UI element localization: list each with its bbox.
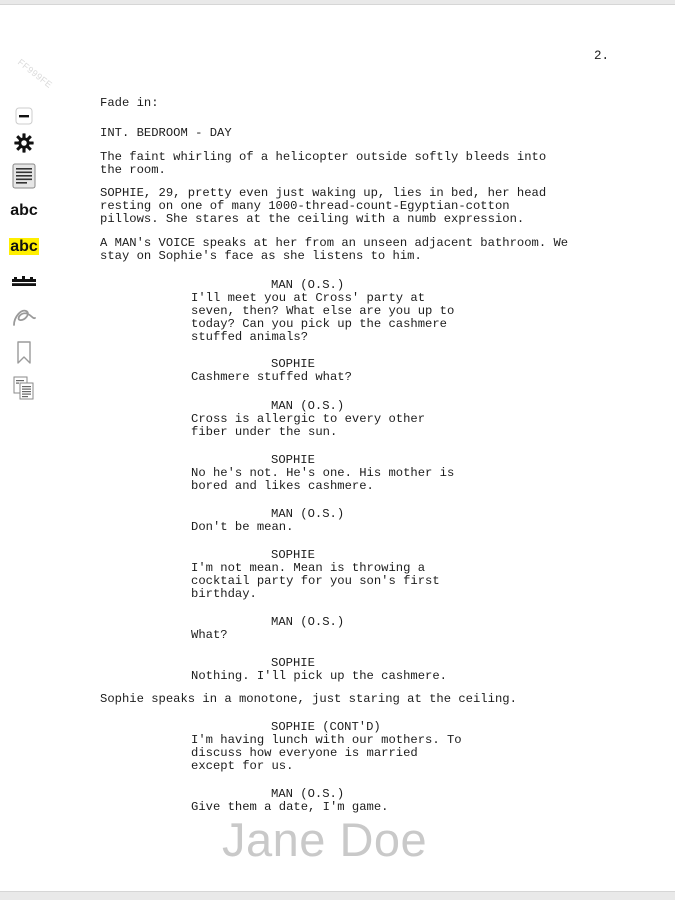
character-name: MAN (O.S.): [271, 399, 345, 413]
text-tool-button[interactable]: [7, 195, 41, 226]
gear-icon: [13, 132, 35, 154]
character-name: SOPHIE (CONT'D): [271, 720, 381, 734]
strikeout-icon: [11, 274, 37, 290]
action-line: stay on Sophie's face as she listens to him.: [100, 249, 422, 263]
dialogue-line: Nothing. I'll pick up the cashmere.: [191, 669, 447, 683]
bookmark-icon: [14, 340, 34, 366]
bookmark-button[interactable]: [7, 337, 41, 368]
action-line: SOPHIE, 29, pretty even just waking up, lies in bed, her head: [100, 186, 547, 200]
character-name: MAN (O.S.): [271, 507, 345, 521]
character-name: SOPHIE: [271, 656, 315, 670]
signature-watermark: Jane Doe: [222, 813, 428, 866]
dialogue-line: No he's not. He's one. His mother is: [191, 466, 455, 480]
character-name: MAN (O.S.): [271, 278, 345, 292]
dialogue-line: birthday.: [191, 587, 257, 601]
squiggle-pen-icon: [11, 305, 37, 329]
scene-heading: INT. BEDROOM - DAY: [100, 126, 232, 140]
dialogue-line: I'm not mean. Mean is throwing a: [191, 561, 426, 575]
character-name: SOPHIE: [271, 548, 315, 562]
dialogue-line: Give them a date, I'm game.: [191, 800, 389, 814]
character-name: SOPHIE: [271, 453, 315, 467]
action-line: resting on one of many 1000-thread-count-Egyptian-cotton: [100, 199, 510, 213]
dialogue-line: today? Can you pick up the cashmere: [191, 317, 447, 331]
dialogue-line: I'll meet you at Cross' party at: [191, 291, 426, 305]
copy-pages-button[interactable]: [7, 372, 41, 403]
settings-button[interactable]: [7, 127, 41, 158]
abc-text-icon: abc: [10, 202, 38, 219]
dialogue-line: Cross is allergic to every other: [191, 412, 426, 426]
freehand-tool-button[interactable]: [7, 301, 41, 332]
action-line: the room.: [100, 163, 166, 177]
character-name: MAN (O.S.): [271, 615, 345, 629]
action-line: The faint whirling of a helicopter outside softly bleeds into: [100, 150, 547, 164]
dialogue-line: Cashmere stuffed what?: [191, 370, 352, 384]
minus-icon: [14, 106, 34, 126]
dialogue-line: Don't be mean.: [191, 520, 294, 534]
abc-highlight-icon: abc: [10, 238, 38, 255]
action-line: A MAN's VOICE speaks at her from an unseen adjacent bathroom. We: [100, 236, 569, 250]
dialogue-line: cocktail party for you son's first: [191, 574, 440, 588]
strikeout-tool-button[interactable]: [7, 266, 41, 297]
highlight-tool-button[interactable]: [7, 231, 41, 262]
copy-pages-icon: [12, 375, 36, 401]
transition-line: Fade in:: [100, 96, 159, 110]
text-lines-icon: [12, 163, 36, 189]
dialogue-line: except for us.: [191, 759, 294, 773]
dialogue-line: bored and likes cashmere.: [191, 479, 374, 493]
dialogue-line: I'm having lunch with our mothers. To: [191, 733, 462, 747]
dialogue-line: seven, then? What else are you up to: [191, 304, 455, 318]
action-line: Sophie speaks in a monotone, just staring at the ceiling.: [100, 692, 517, 706]
dialogue-line: fiber under the sun.: [191, 425, 338, 439]
dialogue-line: discuss how everyone is married: [191, 746, 418, 760]
dialogue-line: stuffed animals?: [191, 330, 309, 344]
corner-watermark: FF999FE: [15, 57, 55, 91]
character-name: SOPHIE: [271, 357, 315, 371]
dialogue-line: What?: [191, 628, 228, 642]
action-line: pillows. She stares at the ceiling with a numb expression.: [100, 212, 525, 226]
character-name: MAN (O.S.): [271, 787, 345, 801]
text-view-button[interactable]: [7, 160, 41, 191]
script-page: [0, 4, 675, 892]
page-number: 2.: [594, 49, 610, 63]
